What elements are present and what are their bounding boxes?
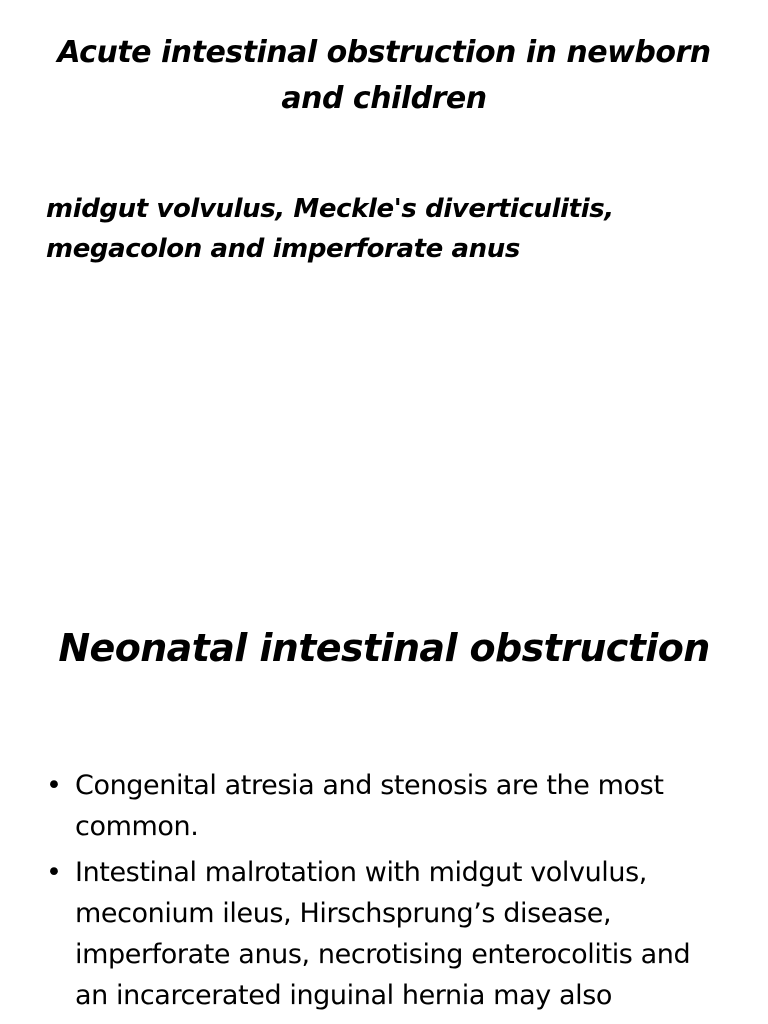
bullet-marker: • [46,770,62,801]
slide-2-title: Neonatal intestinal obstruction [58,626,710,670]
slide-1-subtitle: midgut volvulus, Meckle's diverticulitis, megacolon and imperforate anus [46,194,614,264]
bullet-text: Congenital atresia and stenosis are the most common. [75,770,664,842]
slide-1-title: Acute intestinal obstruction in newborn and children [57,35,711,116]
bullet-marker: • [46,857,62,888]
list-item [46,765,726,847]
slide-2 [0,560,768,1024]
bullet-text: Intestinal malrotation with midgut volvulus, meconium ileus, Hirschsprung’s disease, imperforate anus, necrotising enterocolitis and an incarcerated inguinal hernia may also [75,857,691,1011]
bullet-list [46,765,726,1021]
list-item [46,852,726,1016]
